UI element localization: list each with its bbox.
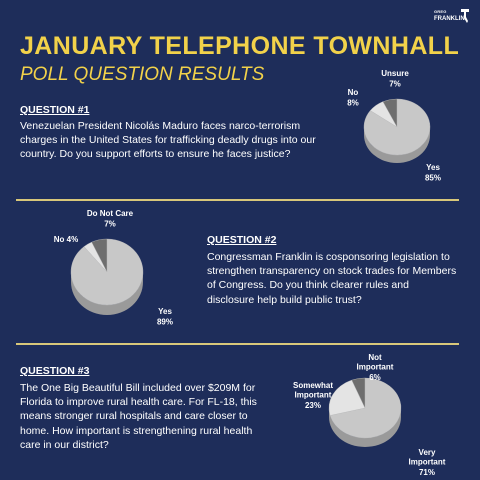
pie-label-unsure: Unsure: [381, 69, 409, 78]
pie-label-somewhat-important: Important: [294, 390, 332, 400]
question-3-label: QUESTION #3: [20, 365, 90, 377]
pie-label-not-important: Not: [368, 353, 382, 362]
page-title: JANUARY TELEPHONE TOWNHALL: [20, 32, 460, 60]
question-1-text: Venezuelan President Nicolás Maduro faces narco-terrorism charges in the United States for trafficking deadly drugs into our country. Do you support efforts to ensure he faces justice?: [20, 120, 316, 161]
pie-label-not-important: Important: [356, 362, 394, 372]
florida-outline-icon: [461, 9, 469, 23]
question-1-label: QUESTION #1: [20, 104, 90, 116]
pie-label-no: No 4%: [53, 235, 79, 244]
pie-value-somewhat-important: 23%: [304, 401, 322, 410]
pie-value-do-not-care: 7%: [104, 219, 116, 229]
pie-value-yes: 85%: [424, 173, 442, 183]
pie-label-very-important: Important: [408, 457, 446, 467]
logo-last-name: FRANKLIN: [434, 16, 465, 22]
question-3-text: The One Big Beautiful Bill included over $209M for Florida to improve rural health care. For FL-18, this means stronger rural hospitals and care closer to home. How important is strengthening rural health care in our district?: [20, 382, 257, 451]
question-2-pie-chart: [40, 210, 190, 335]
divider-1: [16, 199, 459, 201]
pie-value-very-important: 71%: [418, 468, 436, 477]
pie-label-yes: Yes: [158, 307, 172, 316]
pie-label-very-important: Very: [418, 448, 436, 457]
pie-label-somewhat-important: Somewhat: [292, 381, 334, 390]
pie-label-do-not-care: Do Not Care: [86, 209, 134, 218]
question-3-pie-chart: [280, 350, 475, 475]
pie-value-yes: 89%: [156, 317, 174, 327]
pie-value-unsure: 7%: [389, 79, 401, 89]
logo-first-name: GREG: [434, 9, 447, 14]
franklin-logo: [434, 9, 470, 29]
question-2-text: Congressman Franklin is cosponsoring legislation to strengthen transparency on stock trades for Members of Congress. Do you think clearer rules and disclosure help build public trust?: [207, 251, 457, 306]
question-1-pie-chart: [330, 69, 480, 196]
pie-value-not-important: 6%: [369, 373, 381, 382]
pie-value-no: 8%: [347, 98, 359, 108]
divider-2: [16, 343, 459, 345]
question-2-label: QUESTION #2: [207, 234, 277, 246]
page-subtitle: POLL QUESTION RESULTS: [20, 64, 265, 85]
pie-label-no: No: [347, 88, 359, 97]
pie-label-yes: Yes: [426, 163, 440, 172]
